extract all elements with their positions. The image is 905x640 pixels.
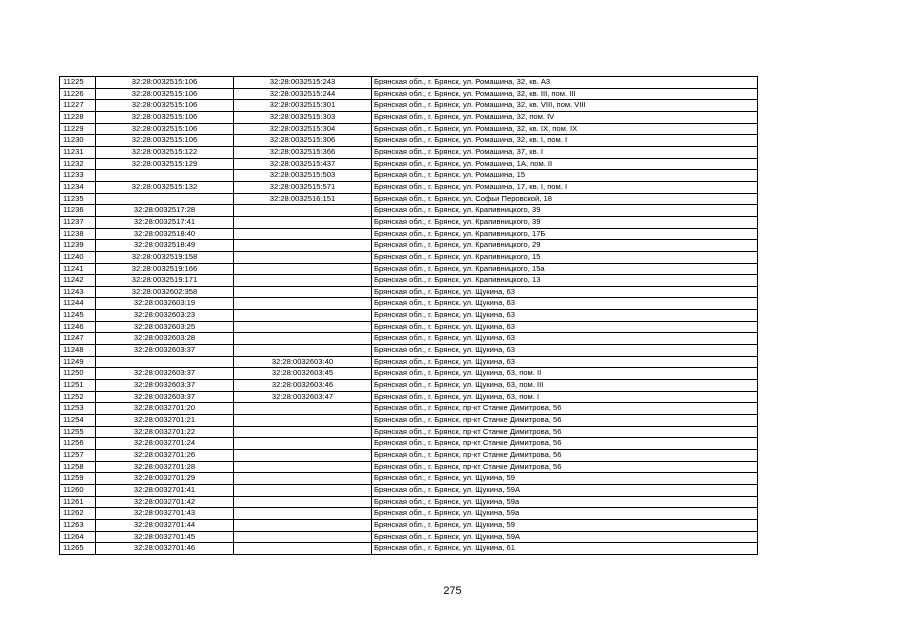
- new-cadastral-number-cell: 32:28:0032515:503: [234, 170, 372, 182]
- old-cadastral-number-cell: 32:28:0032515:106: [96, 77, 234, 89]
- address-cell: Брянская обл., г. Брянск, ул. Щукина, 63: [372, 356, 758, 368]
- row-number-cell: 11263: [60, 519, 96, 531]
- address-cell: Брянская обл., г. Брянск, ул. Крапивницкого, 15а: [372, 263, 758, 275]
- old-cadastral-number-cell: 32:28:0032518:40: [96, 228, 234, 240]
- new-cadastral-number-cell: 32:28:0032515:366: [234, 146, 372, 158]
- old-cadastral-number-cell: 32:28:0032519:166: [96, 263, 234, 275]
- new-cadastral-number-cell: [234, 403, 372, 415]
- row-number-cell: 11231: [60, 146, 96, 158]
- row-number-cell: 11252: [60, 391, 96, 403]
- row-number-cell: 11239: [60, 240, 96, 252]
- address-cell: Брянская обл., г. Брянск, ул. Щукина, 63, пом. II: [372, 368, 758, 380]
- table-row: [60, 205, 758, 217]
- address-cell: Брянская обл., г. Брянск, ул. Щукина, 63: [372, 345, 758, 357]
- new-cadastral-number-cell: [234, 286, 372, 298]
- new-cadastral-number-cell: 32:28:0032515:306: [234, 135, 372, 147]
- new-cadastral-number-cell: [234, 519, 372, 531]
- row-number-cell: 11242: [60, 275, 96, 287]
- address-cell: Брянская обл., г. Брянск, пр-кт Станке Димитрова, 56: [372, 426, 758, 438]
- row-number-cell: 11234: [60, 181, 96, 193]
- table-row: [60, 519, 758, 531]
- address-cell: Брянская обл., г. Брянск, ул. Ромашина, 32, кв. IX, пом. IX: [372, 123, 758, 135]
- new-cadastral-number-cell: [234, 415, 372, 427]
- old-cadastral-number-cell: 32:28:0032515:122: [96, 146, 234, 158]
- address-cell: Брянская обл., г. Брянск, ул. Крапивницкого, 13: [372, 275, 758, 287]
- table-row: [60, 473, 758, 485]
- old-cadastral-number-cell: 32:28:0032517:41: [96, 216, 234, 228]
- address-cell: Брянская обл., г. Брянск, ул. Ромашина, 17, кв. I, пом. I: [372, 181, 758, 193]
- row-number-cell: 11248: [60, 345, 96, 357]
- table-row: [60, 508, 758, 520]
- new-cadastral-number-cell: [234, 263, 372, 275]
- table-row: [60, 415, 758, 427]
- old-cadastral-number-cell: 32:28:0032701:28: [96, 461, 234, 473]
- old-cadastral-number-cell: 32:28:0032517:28: [96, 205, 234, 217]
- address-cell: Брянская обл., г. Брянск, ул. Ромашина, 32, пом. IV: [372, 111, 758, 123]
- row-number-cell: 11227: [60, 100, 96, 112]
- address-cell: Брянская обл., г. Брянск, пр-кт Станке Димитрова, 56: [372, 415, 758, 427]
- new-cadastral-number-cell: 32:28:0032515:301: [234, 100, 372, 112]
- table-row: [60, 216, 758, 228]
- new-cadastral-number-cell: [234, 321, 372, 333]
- old-cadastral-number-cell: 32:28:0032515:106: [96, 100, 234, 112]
- new-cadastral-number-cell: 32:28:0032515:304: [234, 123, 372, 135]
- row-number-cell: 11256: [60, 438, 96, 450]
- new-cadastral-number-cell: 32:28:0032515:303: [234, 111, 372, 123]
- old-cadastral-number-cell: 32:28:0032603:37: [96, 380, 234, 392]
- old-cadastral-number-cell: 32:28:0032701:29: [96, 473, 234, 485]
- old-cadastral-number-cell: 32:28:0032515:106: [96, 111, 234, 123]
- old-cadastral-number-cell: 32:28:0032701:26: [96, 450, 234, 462]
- address-cell: Брянская обл., г. Брянск, ул. Ромашина, 32, кв. I, пом. I: [372, 135, 758, 147]
- row-number-cell: 11251: [60, 380, 96, 392]
- row-number-cell: 11233: [60, 170, 96, 182]
- address-cell: Брянская обл., г. Брянск, ул. Крапивницкого, 39: [372, 205, 758, 217]
- new-cadastral-number-cell: [234, 450, 372, 462]
- row-number-cell: 11245: [60, 310, 96, 322]
- new-cadastral-number-cell: [234, 426, 372, 438]
- address-cell: Брянская обл., г. Брянск, ул. Ромашина, 1А, пом. II: [372, 158, 758, 170]
- row-number-cell: 11240: [60, 251, 96, 263]
- table-row: [60, 543, 758, 555]
- address-cell: Брянская обл., г. Брянск, ул. Ромашина, 32, кв. А3: [372, 77, 758, 89]
- table-row: [60, 356, 758, 368]
- old-cadastral-number-cell: 32:28:0032701:45: [96, 531, 234, 543]
- new-cadastral-number-cell: [234, 473, 372, 485]
- new-cadastral-number-cell: [234, 461, 372, 473]
- table-row: [60, 310, 758, 322]
- new-cadastral-number-cell: 32:28:0032515:571: [234, 181, 372, 193]
- new-cadastral-number-cell: 32:28:0032603:46: [234, 380, 372, 392]
- address-cell: Брянская обл., г. Брянск, ул. Щукина, 63: [372, 310, 758, 322]
- address-cell: Брянская обл., г. Брянск, ул. Щукина, 59а: [372, 496, 758, 508]
- row-number-cell: 11232: [60, 158, 96, 170]
- old-cadastral-number-cell: 32:28:0032701:46: [96, 543, 234, 555]
- table-row: [60, 77, 758, 89]
- table-row: [60, 298, 758, 310]
- row-number-cell: 11229: [60, 123, 96, 135]
- old-cadastral-number-cell: 32:28:0032515:106: [96, 135, 234, 147]
- address-cell: Брянская обл., г. Брянск, ул. Щукина, 63: [372, 298, 758, 310]
- table-row: [60, 496, 758, 508]
- old-cadastral-number-cell: [96, 170, 234, 182]
- new-cadastral-number-cell: 32:28:0032515:243: [234, 77, 372, 89]
- address-cell: Брянская обл., г. Брянск, пр-кт Станке Димитрова, 56: [372, 450, 758, 462]
- row-number-cell: 11258: [60, 461, 96, 473]
- old-cadastral-number-cell: 32:28:0032701:21: [96, 415, 234, 427]
- row-number-cell: 11262: [60, 508, 96, 520]
- address-cell: Брянская обл., г. Брянск, ул. Крапивницкого, 29: [372, 240, 758, 252]
- table-row: [60, 391, 758, 403]
- old-cadastral-number-cell: 32:28:0032701:24: [96, 438, 234, 450]
- old-cadastral-number-cell: 32:28:0032603:28: [96, 333, 234, 345]
- table-row: [60, 368, 758, 380]
- new-cadastral-number-cell: [234, 333, 372, 345]
- new-cadastral-number-cell: 32:28:0032516:151: [234, 193, 372, 205]
- registry-table-body: [60, 77, 758, 555]
- table-row: [60, 240, 758, 252]
- table-row: [60, 228, 758, 240]
- table-row: [60, 484, 758, 496]
- old-cadastral-number-cell: 32:28:0032515:106: [96, 123, 234, 135]
- address-cell: Брянская обл., г. Брянск, ул. Щукина, 59А: [372, 484, 758, 496]
- table-row: [60, 286, 758, 298]
- table-row: [60, 333, 758, 345]
- page-number: 275: [443, 585, 462, 597]
- address-cell: Брянская обл., г. Брянск, ул. Крапивницкого, 17Б: [372, 228, 758, 240]
- old-cadastral-number-cell: [96, 356, 234, 368]
- row-number-cell: 11260: [60, 484, 96, 496]
- table-row: [60, 111, 758, 123]
- new-cadastral-number-cell: [234, 438, 372, 450]
- new-cadastral-number-cell: [234, 484, 372, 496]
- address-cell: Брянская обл., г. Брянск, пр-кт Станке Димитрова, 56: [372, 403, 758, 415]
- registry-table: [59, 76, 758, 555]
- new-cadastral-number-cell: 32:28:0032603:47: [234, 391, 372, 403]
- new-cadastral-number-cell: [234, 275, 372, 287]
- new-cadastral-number-cell: 32:28:0032603:45: [234, 368, 372, 380]
- row-number-cell: 11264: [60, 531, 96, 543]
- address-cell: Брянская обл., г. Брянск, ул. Ромашина, 37, кв. I: [372, 146, 758, 158]
- new-cadastral-number-cell: [234, 228, 372, 240]
- table-row: [60, 181, 758, 193]
- table-row: [60, 100, 758, 112]
- row-number-cell: 11259: [60, 473, 96, 485]
- row-number-cell: 11249: [60, 356, 96, 368]
- row-number-cell: 11246: [60, 321, 96, 333]
- new-cadastral-number-cell: [234, 345, 372, 357]
- old-cadastral-number-cell: 32:28:0032603:19: [96, 298, 234, 310]
- old-cadastral-number-cell: 32:28:0032701:20: [96, 403, 234, 415]
- new-cadastral-number-cell: 32:28:0032515:437: [234, 158, 372, 170]
- row-number-cell: 11253: [60, 403, 96, 415]
- old-cadastral-number-cell: 32:28:0032515:129: [96, 158, 234, 170]
- row-number-cell: 11261: [60, 496, 96, 508]
- address-cell: Брянская обл., г. Брянск, ул. Щукина, 63, пом. I: [372, 391, 758, 403]
- old-cadastral-number-cell: 32:28:0032515:106: [96, 88, 234, 100]
- row-number-cell: 11235: [60, 193, 96, 205]
- table-row: [60, 345, 758, 357]
- address-cell: Брянская обл., г. Брянск, ул. Крапивницкого, 15: [372, 251, 758, 263]
- row-number-cell: 11250: [60, 368, 96, 380]
- new-cadastral-number-cell: [234, 531, 372, 543]
- table-row: [60, 170, 758, 182]
- row-number-cell: 11244: [60, 298, 96, 310]
- old-cadastral-number-cell: 32:28:0032701:44: [96, 519, 234, 531]
- table-row: [60, 263, 758, 275]
- address-cell: Брянская обл., г. Брянск, ул. Ромашина, 15: [372, 170, 758, 182]
- address-cell: Брянская обл., г. Брянск, ул. Щукина, 63, пом. III: [372, 380, 758, 392]
- old-cadastral-number-cell: 32:28:0032701:22: [96, 426, 234, 438]
- table-row: [60, 88, 758, 100]
- old-cadastral-number-cell: 32:28:0032603:23: [96, 310, 234, 322]
- table-row: [60, 531, 758, 543]
- table-row: [60, 403, 758, 415]
- old-cadastral-number-cell: [96, 193, 234, 205]
- address-cell: Брянская обл., г. Брянск, пр-кт Станке Димитрова, 56: [372, 461, 758, 473]
- address-cell: Брянская обл., г. Брянск, ул. Щукина, 63: [372, 321, 758, 333]
- new-cadastral-number-cell: [234, 543, 372, 555]
- table-row: [60, 193, 758, 205]
- address-cell: Брянская обл., г. Брянск, ул. Щукина, 59: [372, 519, 758, 531]
- address-cell: Брянская обл., г. Брянск, ул. Ромашина, 32, кв. III, пом. III: [372, 88, 758, 100]
- new-cadastral-number-cell: [234, 216, 372, 228]
- table-row: [60, 461, 758, 473]
- table-row: [60, 275, 758, 287]
- address-cell: Брянская обл., г. Брянск, ул. Крапивницкого, 39: [372, 216, 758, 228]
- row-number-cell: 11236: [60, 205, 96, 217]
- table-row: [60, 135, 758, 147]
- table-row: [60, 158, 758, 170]
- row-number-cell: 11241: [60, 263, 96, 275]
- table-row: [60, 251, 758, 263]
- old-cadastral-number-cell: 32:28:0032519:171: [96, 275, 234, 287]
- row-number-cell: 11257: [60, 450, 96, 462]
- address-cell: Брянская обл., г. Брянск, ул. Ромашина, 32, кв. VIII, пом. VIII: [372, 100, 758, 112]
- old-cadastral-number-cell: 32:28:0032518:49: [96, 240, 234, 252]
- table-row: [60, 123, 758, 135]
- new-cadastral-number-cell: [234, 496, 372, 508]
- row-number-cell: 11226: [60, 88, 96, 100]
- new-cadastral-number-cell: [234, 251, 372, 263]
- new-cadastral-number-cell: [234, 205, 372, 217]
- table-row: [60, 146, 758, 158]
- address-cell: Брянская обл., г. Брянск, ул. Щукина, 63: [372, 286, 758, 298]
- address-cell: Брянская обл., г. Брянск, ул. Щукина, 59А: [372, 531, 758, 543]
- old-cadastral-number-cell: 32:28:0032701:42: [96, 496, 234, 508]
- new-cadastral-number-cell: [234, 240, 372, 252]
- new-cadastral-number-cell: 32:28:0032515:244: [234, 88, 372, 100]
- address-cell: Брянская обл., г. Брянск, ул. Щукина, 63: [372, 333, 758, 345]
- address-cell: Брянская обл., г. Брянск, ул. Щукина, 59: [372, 473, 758, 485]
- table-row: [60, 380, 758, 392]
- old-cadastral-number-cell: 32:28:0032603:25: [96, 321, 234, 333]
- old-cadastral-number-cell: 32:28:0032515:132: [96, 181, 234, 193]
- address-cell: Брянская обл., г. Брянск, пр-кт Станке Димитрова, 56: [372, 438, 758, 450]
- address-cell: Брянская обл., г. Брянск, ул. Щукина, 59а: [372, 508, 758, 520]
- old-cadastral-number-cell: 32:28:0032603:37: [96, 345, 234, 357]
- new-cadastral-number-cell: 32:28:0032603:40: [234, 356, 372, 368]
- old-cadastral-number-cell: 32:28:0032603:37: [96, 368, 234, 380]
- address-cell: Брянская обл., г. Брянск, ул. Щукина, 61: [372, 543, 758, 555]
- address-cell: Брянская обл., г. Брянск, ул. Софьи Перовской, 18: [372, 193, 758, 205]
- row-number-cell: 11247: [60, 333, 96, 345]
- new-cadastral-number-cell: [234, 310, 372, 322]
- row-number-cell: 11238: [60, 228, 96, 240]
- row-number-cell: 11243: [60, 286, 96, 298]
- table-row: [60, 426, 758, 438]
- row-number-cell: 11265: [60, 543, 96, 555]
- table-row: [60, 450, 758, 462]
- row-number-cell: 11228: [60, 111, 96, 123]
- table-row: [60, 321, 758, 333]
- row-number-cell: 11255: [60, 426, 96, 438]
- row-number-cell: 11237: [60, 216, 96, 228]
- old-cadastral-number-cell: 32:28:0032519:158: [96, 251, 234, 263]
- old-cadastral-number-cell: 32:28:0032701:41: [96, 484, 234, 496]
- new-cadastral-number-cell: [234, 298, 372, 310]
- old-cadastral-number-cell: 32:28:0032603:37: [96, 391, 234, 403]
- row-number-cell: 11254: [60, 415, 96, 427]
- old-cadastral-number-cell: 32:28:0032602:358: [96, 286, 234, 298]
- new-cadastral-number-cell: [234, 508, 372, 520]
- table-row: [60, 438, 758, 450]
- row-number-cell: 11225: [60, 77, 96, 89]
- row-number-cell: 11230: [60, 135, 96, 147]
- old-cadastral-number-cell: 32:28:0032701:43: [96, 508, 234, 520]
